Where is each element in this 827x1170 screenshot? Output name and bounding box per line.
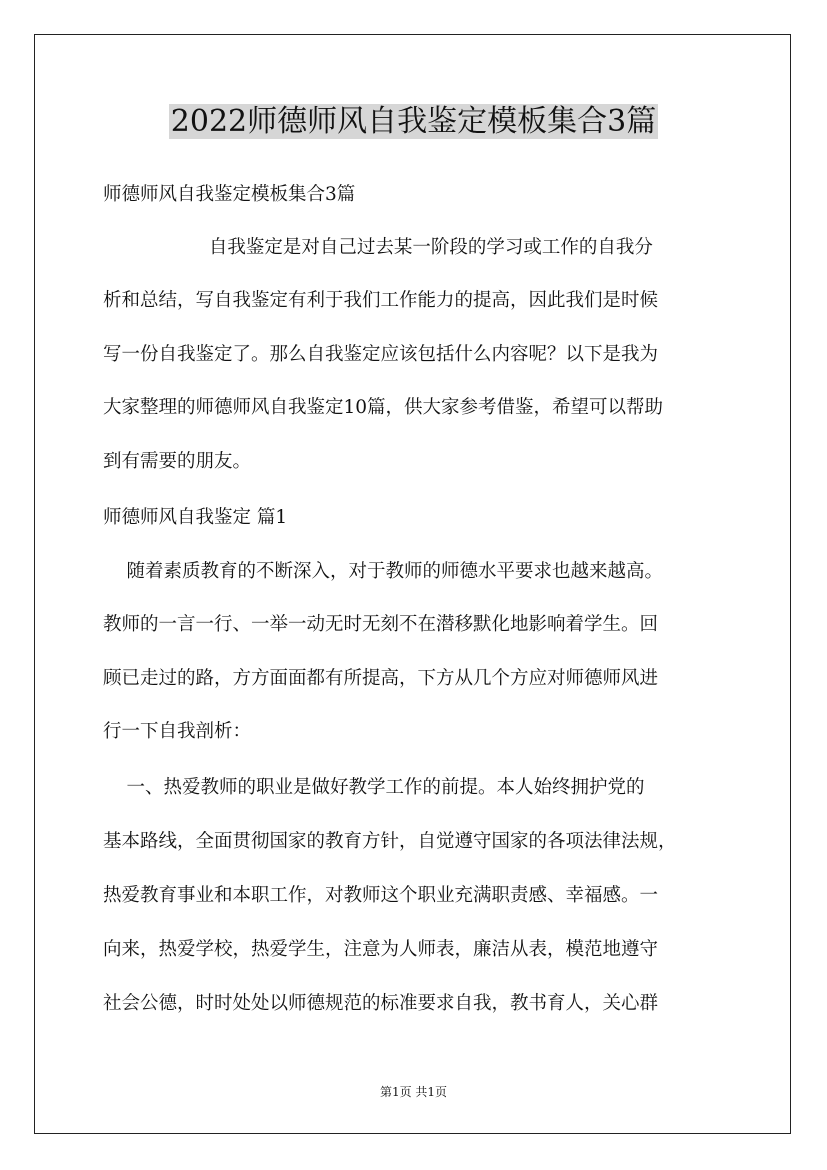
paragraph-line: 大家整理的师德师风自我鉴定10篇，供大家参考借鉴，希望可以帮助 bbox=[103, 397, 664, 418]
paragraph-line: 行一下自我剖析： bbox=[103, 721, 252, 742]
paragraph-line: 析和总结，写自我鉴定有利于我们工作能力的提高，因此我们是时候 bbox=[103, 290, 659, 311]
paragraph-line: 教师的一言一行、一举一动无时无刻不在潜移默化地影响着学生。回 bbox=[103, 614, 659, 635]
paragraph-line: 自我鉴定是对自己过去某一阶段的学习或工作的自我分 bbox=[103, 237, 653, 258]
paragraph-line: 向来，热爱学校，热爱学生，注意为人师表，廉洁从表，模范地遵守 bbox=[103, 939, 659, 960]
page-number-footer: 第1页 共1页 bbox=[379, 1085, 448, 1099]
paragraph-line: 热爱教育事业和本职工作，对教师这个职业充满职责感、幸福感。一 bbox=[103, 885, 659, 906]
subtitle-line: 师德师风自我鉴定模板集合3篇 bbox=[103, 184, 356, 205]
section-heading: 师德师风自我鉴定 篇1 bbox=[103, 507, 288, 528]
paragraph-line: 社会公德，时时处处以师德规范的标准要求自我，教书育人，关心群 bbox=[103, 993, 659, 1014]
paragraph-line: 到有需要的朋友。 bbox=[103, 451, 252, 472]
paragraph-line: 一、热爱教师的职业是做好教学工作的前提。本人始终拥护党的 bbox=[103, 777, 645, 798]
paragraph-line: 写一份自我鉴定了。那么自我鉴定应该包括什么内容呢？以下是我为 bbox=[103, 344, 659, 365]
document-title: 2022师德师风自我鉴定模板集合3篇 bbox=[170, 104, 657, 139]
paragraph-line: 顾已走过的路，方方面面都有所提高，下方从几个方应对师德师风进 bbox=[103, 668, 659, 689]
paragraph-line: 随着素质教育的不断深入，对于教师的师德水平要求也越来越高。 bbox=[103, 561, 664, 582]
paragraph-line: 基本路线，全面贯彻国家的教育方针，自觉遵守国家的各项法律法规， bbox=[103, 831, 677, 852]
